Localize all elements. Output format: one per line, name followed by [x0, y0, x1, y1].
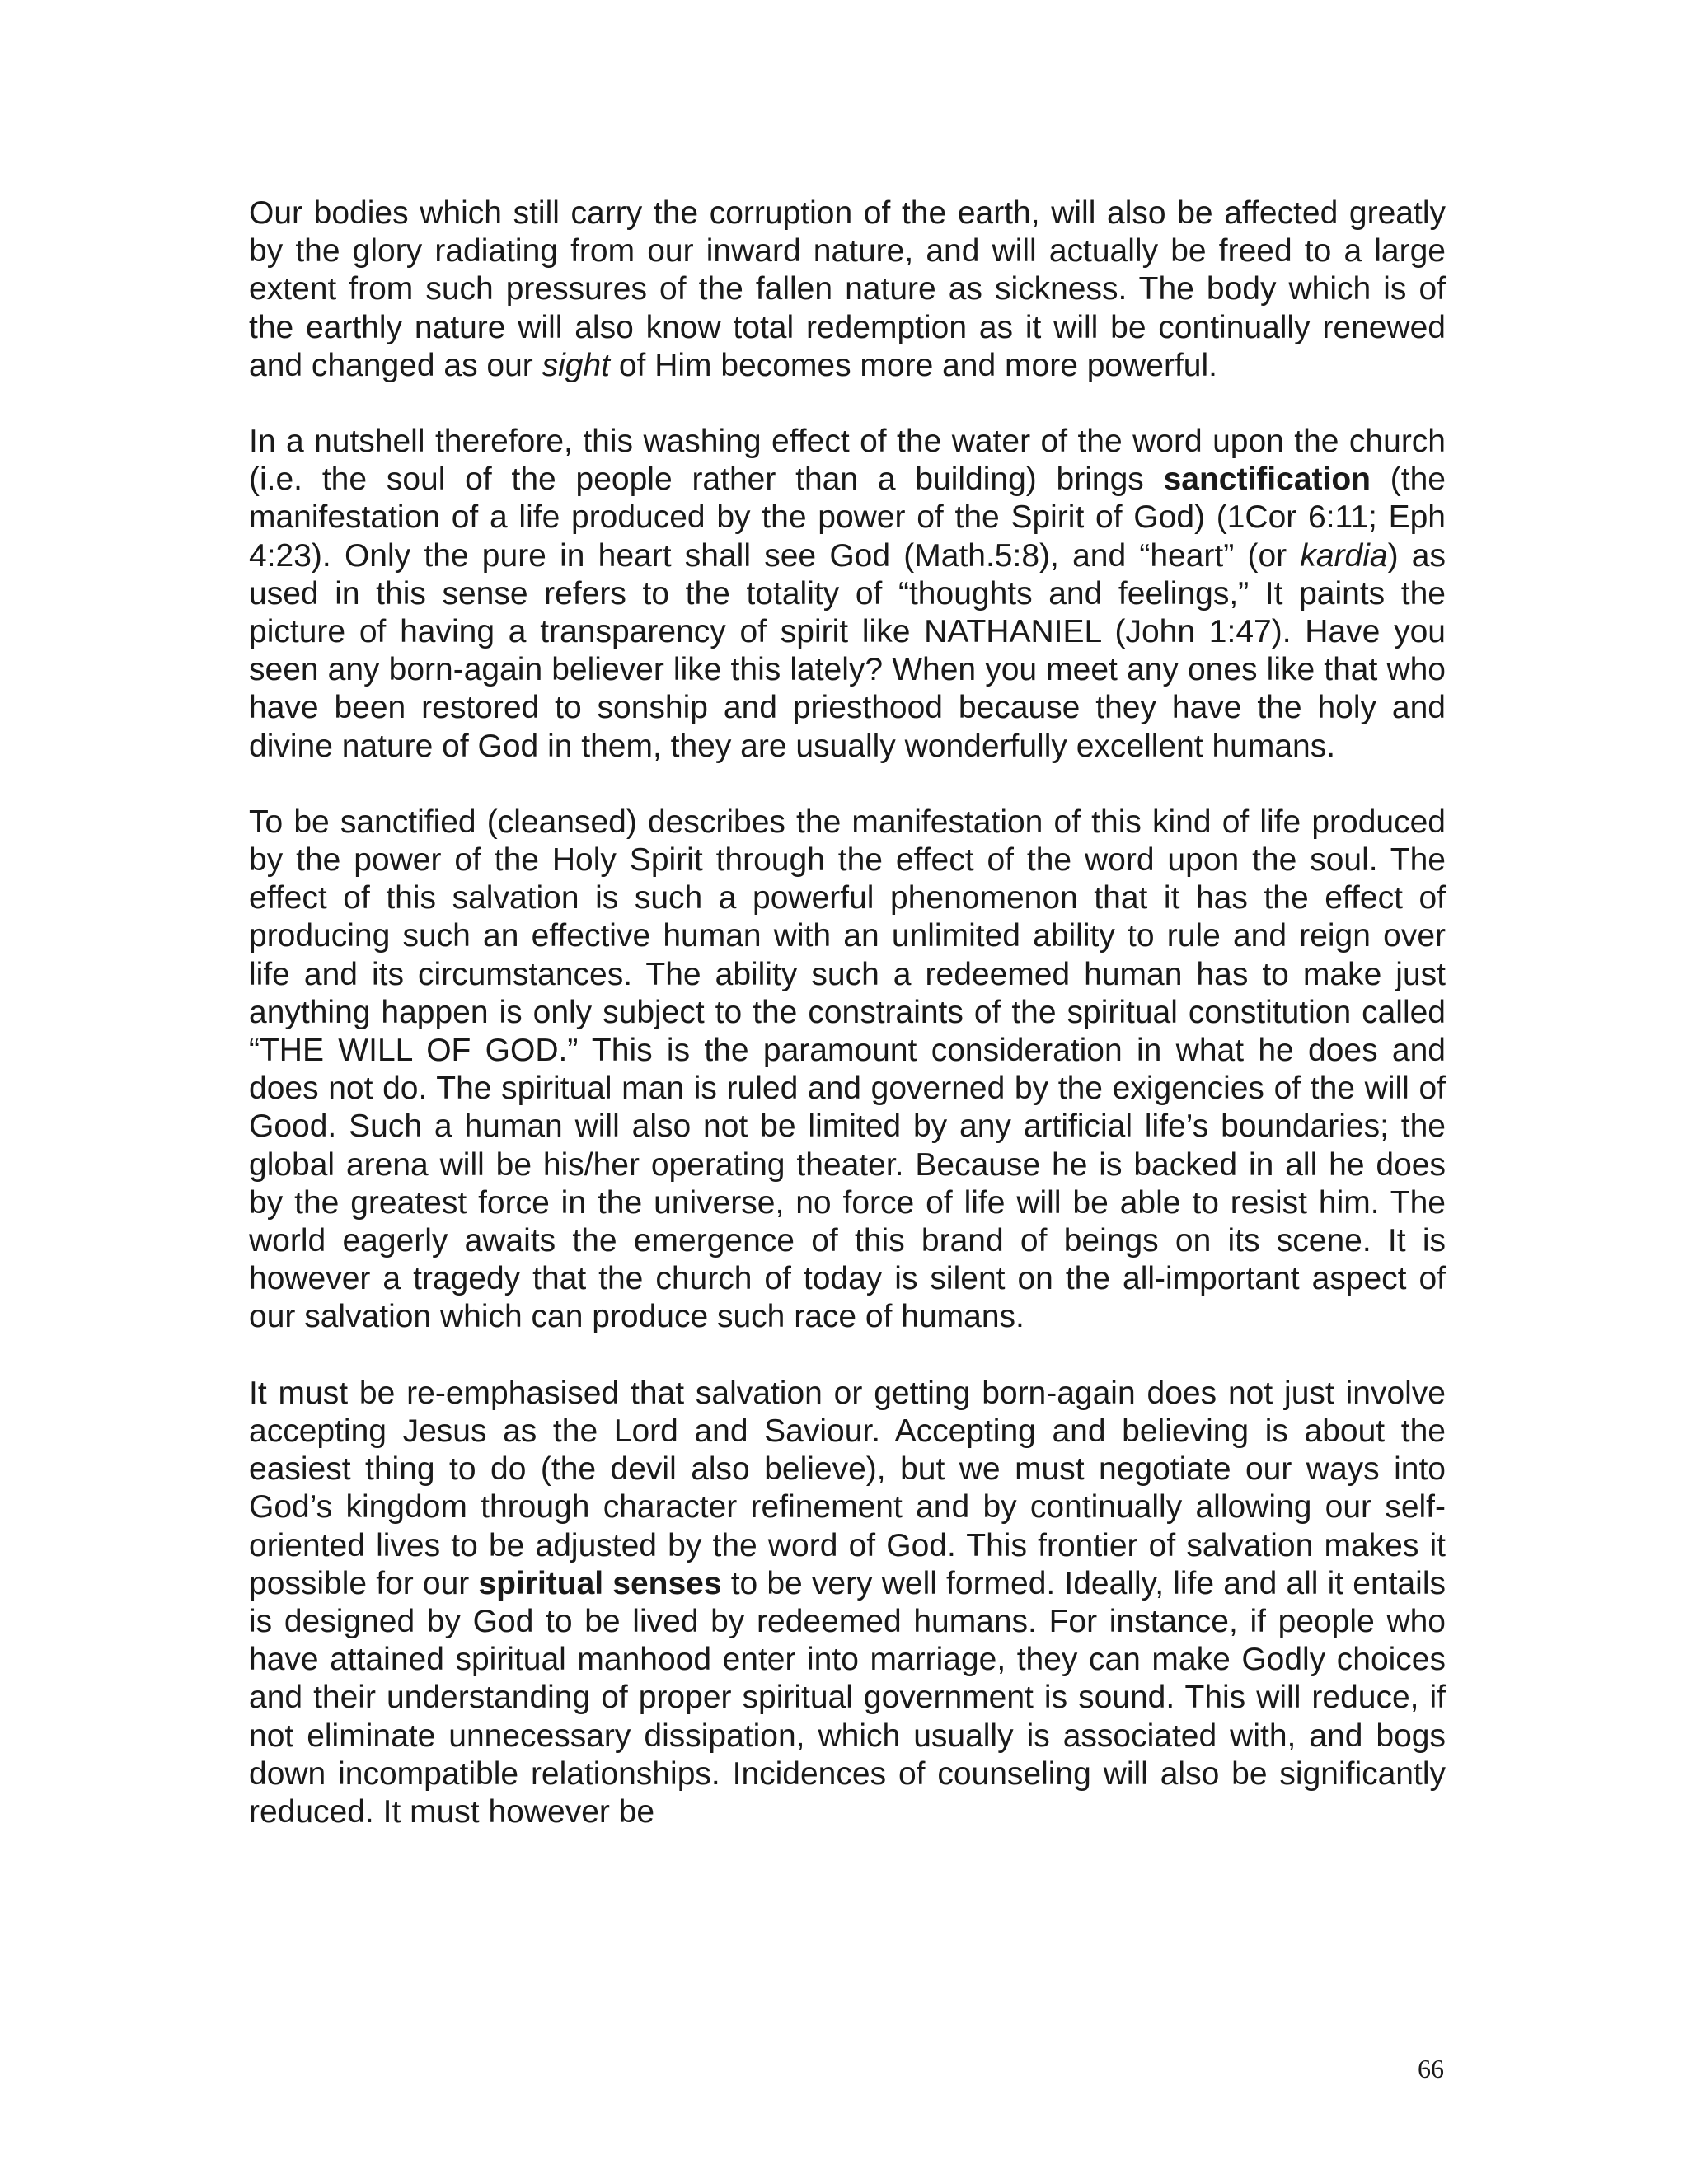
paragraph-2-run-1: In a nutshell therefore, this washing effect of the water of the word upon the church (i.e. the soul of the people rather than a building) brings	[249, 424, 1446, 498]
paragraph-1	[249, 194, 1446, 385]
page-number: 66	[1418, 2054, 1444, 2083]
paragraph-3	[249, 804, 1446, 1337]
emphasis-kardia: kardia	[1300, 537, 1388, 574]
paragraph-1-run-3: of Him becomes more and more powerful.	[610, 347, 1217, 383]
paragraph-4-run-3: to be very well formed. Ideally, life and all it entails is designed by God to be lived by redeemed humans. For instance, if people who have attained spiritual manhood enter into marriage, they can make Godly choices and their understanding of proper spiritual government is sound. This will reduce, if not eliminate unnecessary dissipation, which usually is associated with, and bogs down incompatible relationships. Incidences of counseling will also be significantly reduced. It must however be	[249, 1565, 1446, 1830]
paragraph-2	[249, 423, 1446, 766]
paragraph-3-run-1: To be sanctified (cleansed) describes the manifestation of this kind of life produced by the power of the Holy Spirit through the effect of the word upon the soul. The effect of this salvation is such a powerful phenomenon that it has the effect of producing such an effective human with an unlimited ability to rule and reign over life and its circumstances. The ability such a redeemed human has to make just anything happen is only subject to the constraints of the spiritual constitution called “THE WILL OF GOD.” This is the paramount consideration in what he does and does not do. The spiritual man is ruled and governed by the exigencies of the will of Good. Such a human will also not be limited by any artificial life’s boundaries; the global arena will be his/her operating theater. Because he is backed in all he does by the greatest force in the universe, no force of life will be able to resist him. The world eagerly awaits the emergence of this brand of beings on its scene. It is however a tragedy that the church of today is silent on the all-important aspect of our salvation which can produce such race of humans.	[249, 804, 1446, 1335]
emphasis-sight: sight	[542, 347, 610, 383]
bold-sanctification: sanctification	[1163, 462, 1371, 498]
paragraph-2-run-3: (the manifestation of a life produced by the power of the Spirit of God) (1Cor 6:11; Eph 4:23). Only the pure in heart shall see God (Math.5:8), and “heart” (or	[249, 462, 1446, 574]
paragraph-4	[249, 1375, 1446, 1831]
body-text	[249, 194, 1446, 1869]
paragraph-1-run-1: Our bodies which still carry the corruption of the earth, will also be affected greatly by the glory radiating from our inward nature, and will actually be freed to a large extent from such pressures of the fallen nature as sickness. The body which is of the earthly nature will also know total redemption as it will be continually renewed and changed as our	[249, 195, 1446, 383]
paragraph-4-run-1: It must be re-emphasised that salvation or getting born-again does not just involve accepting Jesus as the Lord and Saviour. Accepting and believing is about the easiest thing to do (the devil also believe), but we must negotiate our ways into God’s kingdom through character refinement and by continually allowing our self-oriented lives to be adjusted by the word of God. This frontier of salvation makes it possible for our	[249, 1375, 1446, 1601]
bold-spiritual-senses: spiritual senses	[478, 1565, 722, 1601]
paragraph-2-run-5: ) as used in this sense refers to the totality of “thoughts and feelings,” It paints the picture of having a transparency of spirit like NATHANIEL (John 1:47). Have you seen any born-again believer like this lately? When you meet any ones like that who have been restored to sonship and priesthood because they have the holy and divine nature of God in them, they are usually wonderfully excellent humans.	[249, 537, 1446, 764]
